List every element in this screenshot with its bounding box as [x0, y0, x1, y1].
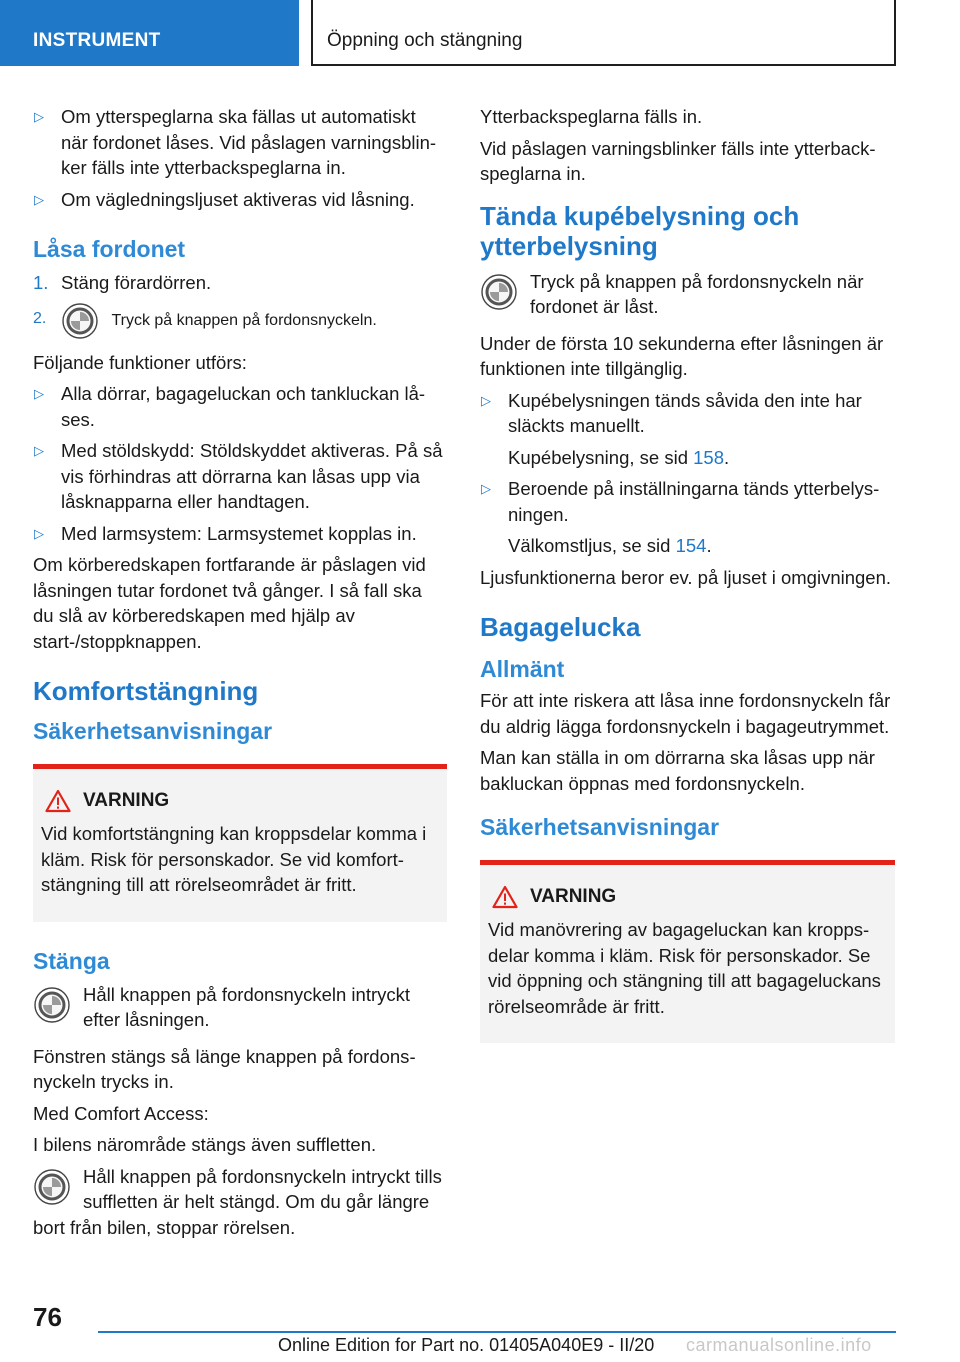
lights-delay: Under de första 10 sekunderna efter låsningen är funktionen inte tillgänglig. [480, 332, 884, 379]
key-button-icon [33, 1168, 71, 1206]
key-button-icon [33, 986, 71, 1024]
warning-box [480, 860, 895, 1043]
list-item: ▷ Alla dörrar, bagageluckan och tankluckan låses. [34, 383, 426, 430]
general-text: Man kan ställa in om dörrarna ska låsas upp när bakluckan öppnas med fordonsnyckeln. [480, 747, 875, 794]
warning-text: Vid komfortstängning kan kroppsdelar komma i kläm. Risk för personskador. Se vid komfortstängning till att rörelseområdet är fritt. [41, 823, 427, 895]
footer-divider [98, 1331, 896, 1333]
key-button-icon [61, 302, 99, 340]
step-number: 1. [33, 272, 49, 293]
key-instruction: Tryck på knappen på fordonsnyckeln när fordonet är låst. [480, 269, 895, 321]
footer-edition: Online Edition for Part no. 01405A040E9 - II/20 [278, 1335, 655, 1355]
warning-header [488, 885, 887, 909]
page-link[interactable]: 154 [675, 535, 707, 556]
warning-title: VARNING [530, 886, 617, 907]
general-heading: Allmänt [480, 656, 565, 682]
bullet-triangle-icon: ▷ [34, 525, 44, 541]
comfort-heading: Komfortstängning [33, 676, 259, 706]
safety-heading: Säkerhetsanvisningar [480, 814, 720, 840]
page-link[interactable]: 158 [693, 446, 724, 468]
close-heading: Stänga [33, 947, 110, 974]
bullet-triangle-icon: ▷ [481, 481, 491, 496]
step-item: 2. Tryck på knappen på fordonsnyckeln. [33, 302, 447, 342]
bullet-triangle-icon: ▷ [34, 191, 44, 207]
list-item: ▷ Beroende på inställningarna tänds ytterbelysningen. Välkomstljus, se sid 154. [480, 476, 895, 559]
key-button-icon [480, 273, 518, 311]
functions-intro: Följande funktioner utförs: [33, 351, 247, 373]
safety-heading: Säkerhetsanvisningar [33, 718, 273, 744]
list-item: ▷ Med larmsystem: Larmsystemet kopplas in. [33, 521, 447, 547]
mirrors-text: Ytterbackspeglarna fälls in. [480, 106, 703, 127]
list-item: ▷ Med stöldskydd: Stöldskyddet aktiveras. På så vis förhindras att dörrarna kan låsas upp via låsknapparna eller handtagen. [34, 440, 443, 512]
chapter-tab [311, 0, 896, 66]
step-number: 2. [33, 309, 47, 327]
list-item: ▷ Om vägledningsljuset aktiveras vid låsning. [33, 187, 447, 213]
section-title: INSTRUMENT [33, 30, 161, 51]
lights-heading: Tända kupébelysning och ytterbelysning [480, 200, 800, 261]
list-item: ▷ Om ytterspeglarna ska fällas ut automatiskt när fordonet låses. Vid påslagen varningsblinker fälls inte ytterbackspeglarna in. [34, 106, 437, 178]
bullet-triangle-icon: ▷ [34, 109, 44, 124]
chapter-title: Öppning och stängning [327, 30, 523, 51]
warning-title: VARNING [83, 790, 170, 811]
warning-box [33, 764, 447, 922]
key-instruction: Håll knappen på fordonsnyckeln intryckt tills suffletten är helt stängd. Om du går längre bort från bilen, stoppar rörelsen. [33, 1165, 442, 1238]
ignition-note: Om körberedskapen fortfarande är påslagen vid låsningen tutar fordonet två gånger. I så fall ska du slå av körberedskapen med hjälp av start-/stoppknappen. [33, 554, 426, 652]
page-reference: Välkomstljus, se sid 154. [508, 535, 712, 556]
warning-text: Vid manövrering av bagageluckan kan kroppsdelar komma i kläm. Risk för personskador. Se vid öppning och stängning till att bagageluckans rörelseområde är fritt. [488, 919, 881, 1017]
lock-heading: Låsa fordonet [33, 236, 186, 262]
list-item: ▷ Kupébelysningen tänds såvida den inte har släckts manuellt. Kupébelysning, se sid 158. [480, 388, 895, 471]
page-number: 76 [33, 1302, 62, 1332]
bullet-triangle-icon: ▷ [481, 392, 491, 408]
windows-text: Fönstren stängs så länge knappen på fordonsnyckeln trycks in. [33, 1045, 416, 1092]
watermark: carmanualsonline.info [686, 1335, 872, 1355]
left-column [33, 104, 447, 1250]
comfort-access-label: Med Comfort Access: [33, 1102, 209, 1124]
general-text: För att inte riskera att låsa inne fordonsnyckeln får du aldrig lägga fordonsnyckeln i bagageutrymmet. [480, 690, 891, 737]
lights-ambient: Ljusfunktionerna beror ev. på ljuset i omgivningen. [480, 566, 892, 588]
hazard-note: Vid påslagen varningsblinker fälls inte ytterbackspeglarna in. [480, 137, 876, 184]
soft-top-text: I bilens närområde stängs även suffletten. [33, 1134, 377, 1155]
section-tab [0, 0, 299, 66]
key-instruction: Håll knappen på fordonsnyckeln intryckt efter låsningen. [33, 982, 447, 1034]
warning-header [41, 789, 439, 813]
warning-triangle-icon [492, 885, 518, 909]
trunk-heading: Bagagelucka [480, 612, 641, 642]
step-item: 1. Stäng förardörren. [33, 270, 447, 296]
page-reference: Kupébelysning, se sid 158. [508, 446, 730, 468]
warning-triangle-icon [45, 789, 71, 813]
right-column [480, 104, 895, 1043]
bullet-triangle-icon: ▷ [34, 443, 44, 458]
bullet-triangle-icon: ▷ [34, 386, 44, 401]
